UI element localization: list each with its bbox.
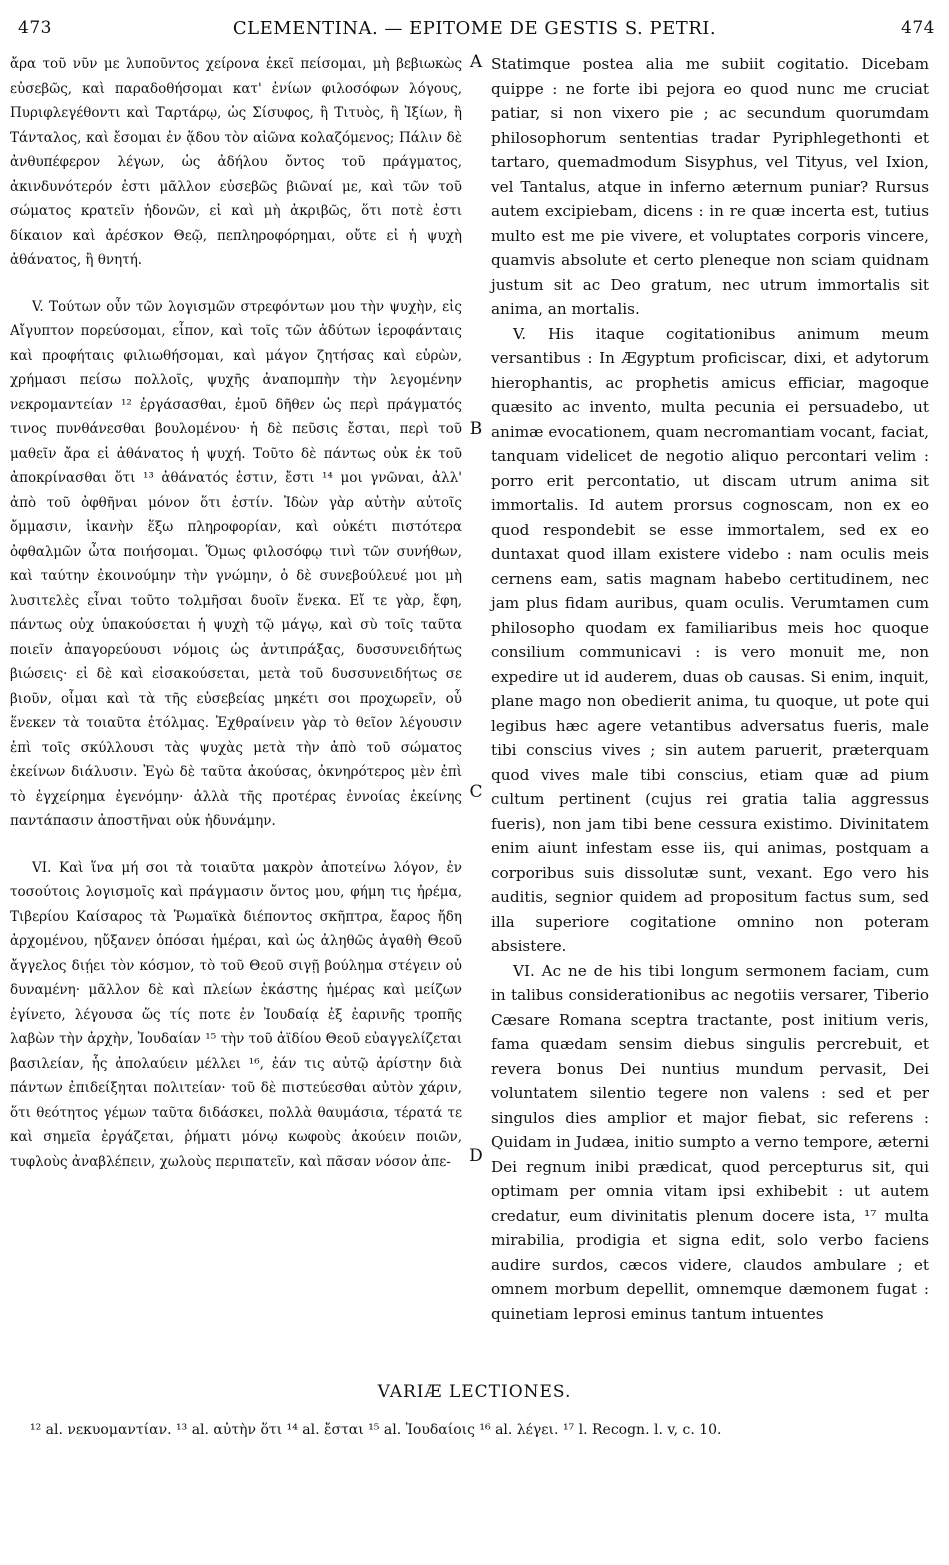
- greek-paragraph-2: V. Τούτων οὖν τῶν λογισμῶν στρεφόντων μου τὴν ψυχὴν, εἰς Αἴγυπτον πορεύσομαι, εἶπον, καὶ τοῖς τῶν ἀδύτων ἱεροφάνταις καὶ προφήταις φιλιωθήσομαι, καὶ μάγον ζητήσας καὶ εὑρὼν, χρήμασι πείσω πολλοῖς, ψυχῆς ἀναπομπὴν τὴν λεγομένην νεκρομαντείαν ¹² ἐργάσασθαι, ἐμοῦ δῆθεν ὡς περὶ πράγματός τινος πυνθάνεσθαι βουλομένου· ἡ δὲ πεῦσις ἔσται, περὶ τοῦ μαθεῖν ἄρα εἰ ἀθάνατος ἡ ψυχή. Τοῦτο δὲ πάντως οὐκ ἐκ τοῦ ἀποκρίνασθαι ὅτι ¹³ ἀθάνατός ἐστιν, ἔστι ¹⁴ μοι γνῶναι, ἀλλ' ἀπὸ τοῦ ὀφθῆναι μόνον ὅτι ἐστίν. Ἰδὼν γὰρ αὐτὴν αὐτοῖς ὄμμασιν, ἱκανὴν ἕξω πληροφορίαν, καὶ οὐκέτι πιστότερα ὀφθαλμῶν ὦτα ποιήσομαι. Ὅμως φιλοσόφῳ τινὶ τῶν συνήθων, καὶ ταύτην ἐκοινούμην τὴν γνώμην, ὁ δὲ συνεβούλευέ μοι μὴ λυσιτελὲς εἶναι τοῦτο τολμῆσαι δυοῖν ἕνεκα. Εἴ τε γὰρ, ἔφη, πάντως οὐχ ὑπακούσεται ἡ ψυχὴ τῷ μάγῳ, καὶ σὺ τοῖς ταῦτα ποιεῖν ἀπαγορεύουσι νόμοις ὡς ἀντιπράξας, δυσσυνειδήτως βιώσεις· εἰ δὲ καὶ εἰσακούσεται, μετὰ τοῦ δυσσυνειδήτως σε βιοῦν, οἶμαι καὶ τὰ τῆς εὐσεβείας μηκέτι σοι προχωρεῖν, οὗ ἕνεκεν τὰ τοιαῦτα ἐτόλμας. Ἐχθραίνειν γὰρ τὸ θεῖον λέγουσιν ἐπὶ τοῖς σκύλλουσι τὰς ψυχὰς μετὰ τὴν ἀπὸ τοῦ σώματος ἐκείνων διάλυσιν. Ἐγὼ δὲ ταῦτα ἀκούσας, ὀκνηρότερος μὲν ἐπὶ τὸ ἐγχείρημα ἐγενόμην· ἀλλὰ τῆς προτέρας ἐννοίας ἐκείνης παντάπασιν ἀποστῆναι οὐκ ἠδυνάμην.: [10, 298, 462, 829]
- variae-lectiones-title: VARIÆ LECTIONES.: [377, 1382, 572, 1402]
- margin-marker-c: C: [469, 782, 483, 802]
- running-header: [10, 18, 939, 44]
- greek-column: [10, 52, 462, 1174]
- variae-lectiones-notes: ¹² al. νεκυομαντίαν. ¹³ al. αὐτὴν ὅτι ¹⁴ al. ἔσται ¹⁵ al. Ἰουδαίοις ¹⁶ al. λέγει. ¹⁷ l. Recogn. l. v, c. 10.: [30, 1422, 722, 1438]
- page-number-right: 474: [901, 18, 935, 38]
- greek-paragraph-3: VI. Καὶ ἵνα μή σοι τὰ τοιαῦτα μακρὸν ἀποτείνω λόγον, ἐν τοσούτοις λογισμοῖς καὶ πράγμασιν ὄντος μου, φήμη τις ἠρέμα, Τιβερίου Καίσαρος τὰ Ῥωμαϊκὰ διέποντος σκῆπτρα, ἔαρος ἤδη ἀρχομένου, ηὔξανεν ὁπόσαι ἡμέραι, καὶ ὡς ἀληθῶς ἀγαθὴ Θεοῦ ἄγγελος διῄει τὸν κόσμον, τὸ τοῦ Θεοῦ σιγῇ βούλημα στέγειν οὐ δυναμένη· μᾶλλον δὲ καὶ πλείων ἑκάστης ἡμέρας καὶ μείζων ἐγίνετο, λέγουσα ὥς τίς ποτε ἐν Ἰουδαίᾳ ἐξ ἐαρινῆς τροπῆς λαβὼν τὴν ἀρχὴν, Ἰουδαίαν ¹⁵ τὴν τοῦ ἀϊδίου Θεοῦ εὐαγγελίζεται βασιλείαν, ἧς ἀπολαύειν μέλλει ¹⁶, ἐάν τις αὐτῷ ἀρίστην διὰ πάντων ἐπιδείξηται πολιτείαν· τοῦ δὲ πιστεύεσθαι αὐτὸν χάριν, ὅτι θεότητος γέμων ταῦτα διδάσκει, πολλὰ θαυμάσια, τέρατά τε καὶ σημεῖα ἐργάζεται, ῥήματι μόνῳ κωφοὺς ἀκούειν ποιῶν, τυφλοὺς ἀναβλέπειν, χωλοὺς περιπατεῖν, καὶ πᾶσαν νόσον ἀπε-: [10, 859, 462, 1170]
- margin-marker-a: A: [469, 52, 483, 72]
- running-title: CLEMENTINA. — EPITOME DE GESTIS S. PETRI.: [232, 18, 717, 39]
- margin-marker-d: D: [469, 1146, 483, 1166]
- latin-paragraph-3: VI. Ac ne de his tibi longum sermonem faciam, cum in talibus considerationibus ac negotiis versarer, Tiberio Cæsare Romana sceptra tractante, post initium veris, fama quædam sensim diebus singulis percrebuit, et revera bonus Dei nuntius mundum pervasit, Dei voluntatem silentio tegere non valens : sed et per singulos dies amplior et major fiebat, sic referens : Quidam in Judæa, initio sumpto a verno tempore, æterni Dei regnum inibi prædicat, quod percepturus sit, qui optimam per omnia vitam ipsi exhibebit : ut autem credatur, eum divinitatis plenum docere ista, ¹⁷ multa mirabilia, prodigia et signa edit, solo verbo faciens audire surdos, cæcos videre, claudos ambulare ; et omnem morbum depellit, omnemque dæmonem fugat : quinetiam leprosi eminus tantum intuentes: [491, 961, 929, 1323]
- margin-marker-b: B: [469, 419, 483, 439]
- page-number-left: 473: [18, 18, 52, 38]
- latin-column: [491, 52, 929, 1326]
- greek-paragraph-1: ἄρα τοῦ νῦν με λυποῦντος χείρονα ἐκεῖ πείσομαι, μὴ βεβιωκὼς εὐσεβῶς, καὶ παραδοθήσομαι κατ' ἐνίων φιλοσόφων λόγους, Πυριφλεγέθοντι καὶ Ταρτάρῳ, ὡς Σίσυφος, ἢ Τιτυὸς, ἢ Ἰξίων, ἢ Τάνταλος, καὶ ἔσομαι ἐν ᾅδου τὸν αἰῶνα κολαζόμενος; Πάλιν δὲ ἀνθυπέφερον λέγων, ὡς ἀδήλου ὄντος τοῦ πράγματος, ἀκινδυνότερόν ἐστι μᾶλλον εὐσεβῶς βιῶναί με, καὶ τῶν τοῦ σώματος κρατεῖν ἡδονῶν, εἰ καὶ μὴ ἀκριβῶς, ὅτι ποτὲ ἐστι δίκαιον καὶ ἀρέσκον Θεῷ, πεπληροφόρημαι, οὔτε εἰ ἡ ψυχὴ ἀθάνατος, ἢ θνητή.: [10, 56, 462, 268]
- latin-paragraph-1: Statimque postea alia me subiit cogitatio. Dicebam quippe : ne forte ibi pejora eo quod nunc me cruciat patiar, si non vixero pie ; ac secundum quorumdam philosophorum sententias tradar Pyriphlegethonti et tartaro, quemadmodum Sisyphus, vel Tityus, vel Ixion, vel Tantalus, atque in inferno æternum puniar? Rursus autem excipiebam, dicens : in re quæ incerta est, tutius multo est me pie vivere, et voluptates corporis vincere, quamvis absolute et certo pleneque non sciam quidnam justum sit ac Deo gratum, nec utrum immortalis sit anima, an mortalis.: [491, 55, 929, 318]
- latin-paragraph-2: V. His itaque cogitationibus animum meum versantibus : In Ægyptum proficiscar, dixi, et adytorum hierophantis, ac prophetis amicus efficiar, magoque quæsito ac invento, multa pecunia ei persuadebo, ut animæ evocationem, quam necromantiam vocant, faciat, tanquam videlicet de negotio aliquo percontari velim : porro erit percontatio, ut discam utrum anima sit immortalis. Id autem prorsus cognoscam, non ex eo quod respondebit se esse immortalem, sed ex eo duntaxat quod illam existere videbo : nam oculis meis cernens eam, satis magnam habebo certitudinem, nec jam plus fidam auribus, quam oculis. Verumtamen cum philosopho quodam ex familiaribus meis hoc quoque consilium communicavi : is vero monuit me, non expedire ut id auderem, duas ob causas. Si enim, inquit, plane mago non obedierit anima, tu quoque, ut pote qui legibus hæc agere vetantibus adversatus fueris, male tibi conscius vives ; sin autem paruerit, præterquam quod vives male tibi conscius, etiam quæ ad pium cultum pertinent (cujus rei gratia talia aggressus fueris), non jam tibi bene cessura existimo. Divinitatem enim aiunt infestam esse iis, qui animas, postquam a corporibus suis dissolutæ sunt, vexant. Ego vero his auditis, segnior quidem ad propositum factus sum, sed illa superiore cogitatione omnino non poteram absistere.: [491, 324, 929, 955]
